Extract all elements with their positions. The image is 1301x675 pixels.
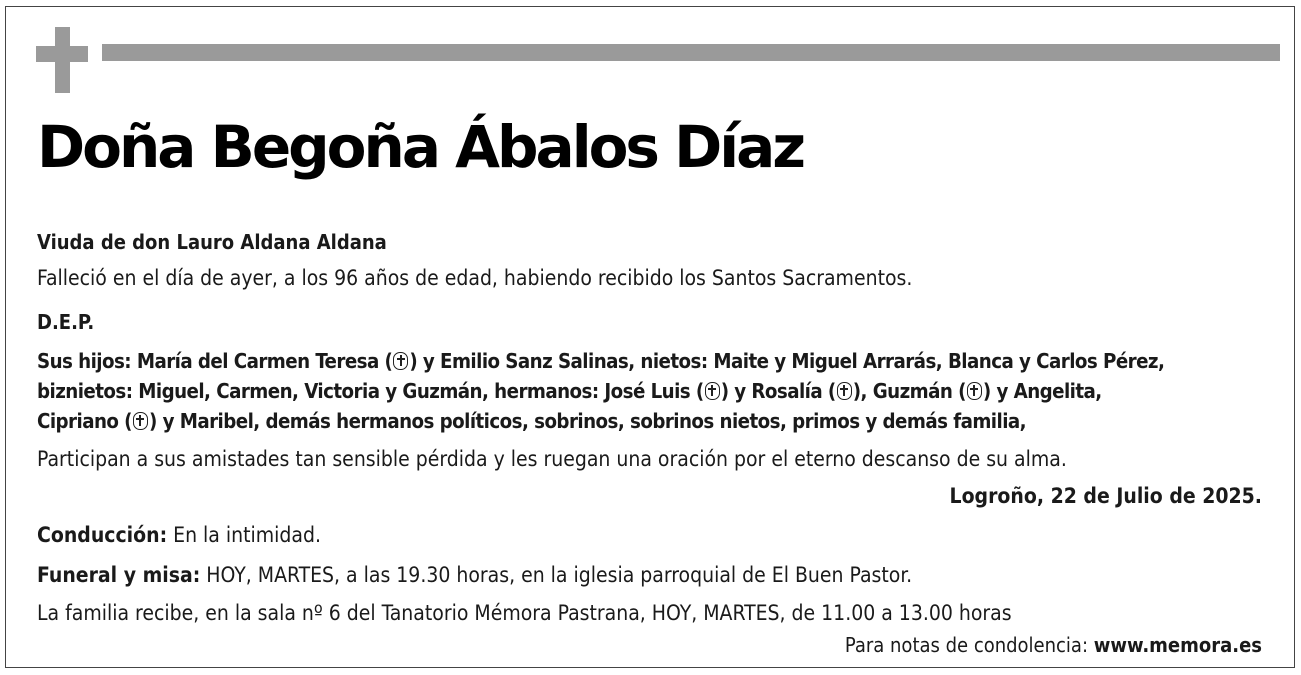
participation-text: Participan a sus amistades tan sensible pérdida y les ruegan una oración por el eterno descanso de su alma.	[37, 447, 1067, 471]
reception-line: La familia recibe, en la sala nº 6 del Tanatorio Mémora Pastrana, HOY, MARTES, de 11.00 a 13.00 horas	[37, 601, 1012, 625]
deceased-name: Doña Begoña Ábalos Díaz	[37, 113, 804, 181]
condolence-link[interactable]: www.memora.es	[1093, 633, 1262, 657]
funeral-line: Funeral y misa: HOY, MARTES, a las 19.30 horas, en la iglesia parroquial de El Buen Pastor.	[37, 563, 913, 587]
dep-label: D.E.P.	[37, 310, 95, 334]
cross-circle-icon	[133, 412, 148, 430]
cross-circle-icon	[837, 382, 852, 400]
cross-circle-icon	[393, 352, 408, 370]
cross-circle-icon	[705, 382, 720, 400]
obituary-card	[5, 6, 1295, 668]
widow-line: Viuda de don Lauro Aldana Aldana	[37, 230, 387, 254]
conduccion-line: Conducción: En la intimidad.	[37, 523, 321, 547]
cross-icon	[36, 27, 88, 93]
place-date: Logroño, 22 de Julio de 2025.	[949, 484, 1262, 508]
condolence-line: Para notas de condolencia: www.memora.es	[844, 633, 1262, 657]
family-list: Sus hijos: María del Carmen Teresa ( ) y Emilio Sanz Salinas, nietos: Maite y Miguel Arrarás, Blanca y Carlos Pérez, biznietos: Miguel, Carmen, Victoria y Guzmán, hermanos: José Luis ( ) y Rosalía ( ), Guzmán ( ) y Angelita, Cipriano ( ) y Maribel, demás hermanos políticos, sobrinos, sobrinos nietos, primos y demás familia,	[37, 349, 1165, 433]
death-line: Falleció en el día de ayer, a los 96 años de edad, habiendo recibido los Santos Sacramentos.	[37, 266, 913, 290]
header-bar	[102, 44, 1280, 61]
cross-circle-icon	[967, 382, 982, 400]
